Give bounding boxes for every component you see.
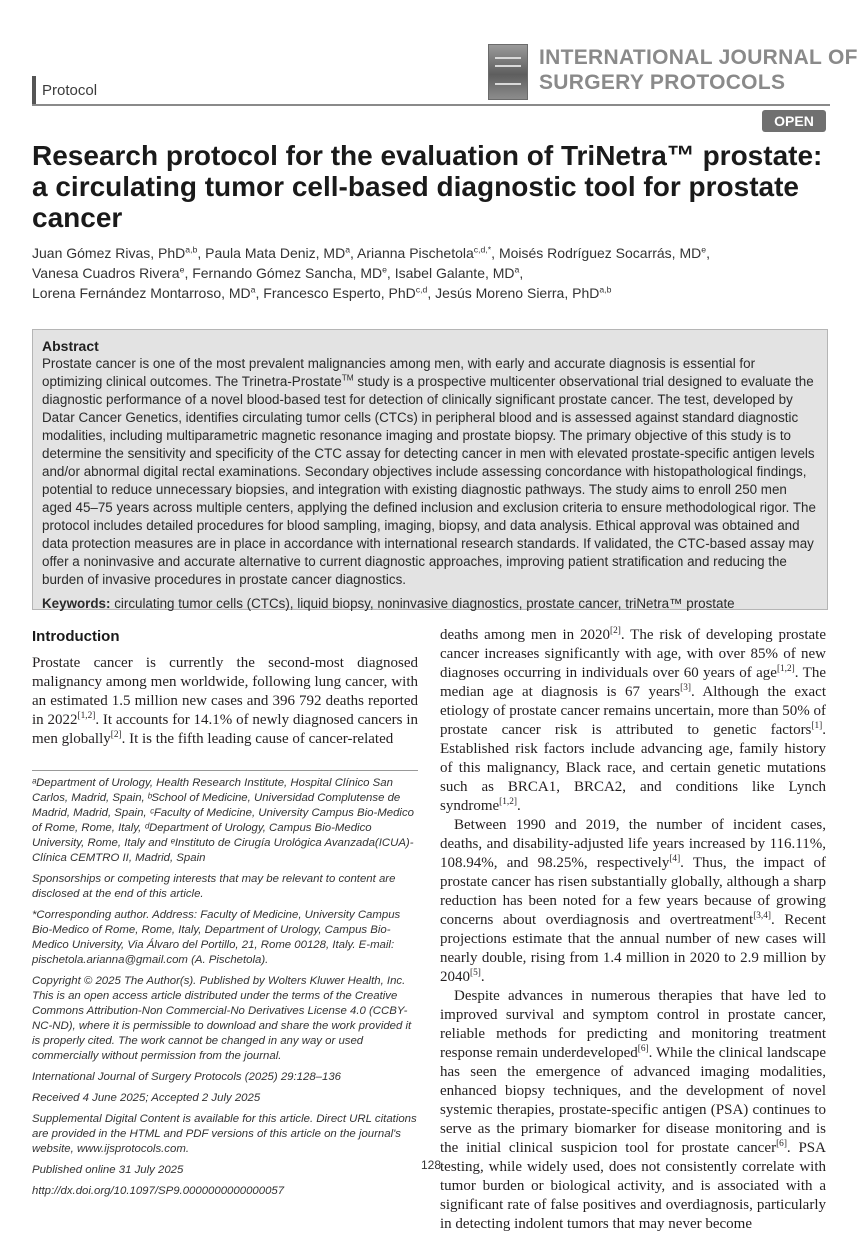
- article-title: Research protocol for the evaluation of TriNetra™ prostate: a circulating tumor cell-based diagnostic tool for prostate cancer: [32, 140, 823, 233]
- published-date: Published online 31 July 2025: [32, 1164, 184, 1176]
- affiliation-marker: a: [345, 244, 351, 255]
- journal-name-line1: INTERNATIONAL JOURNAL OF: [539, 46, 858, 69]
- text-run: Between 1990 and 2019, the number of incident cases, deaths, and disability-adjusted life years increased by 116.11%, 108.94%, and 98.25%, respectively: [440, 817, 826, 871]
- keywords-text: circulating tumor cells (CTCs), liquid biopsy, noninvasive diagnostics, prostate cancer, triNetra™ prostate: [110, 596, 735, 611]
- abstract-text: [42, 355, 819, 589]
- author: Jesús Moreno Sierra, PhD: [435, 285, 600, 301]
- text-run: .: [517, 798, 521, 814]
- affiliation-marker: c,d,*: [473, 244, 492, 255]
- text-run: . The risk of developing prostate cancer increases significantly with age, with over 85% of new diagnoses occurring in individuals over 60 years of age: [440, 627, 826, 681]
- introduction-heading: Introduction: [32, 628, 120, 645]
- text-run: . It accounts for 14.1% of newly diagnosed cancers in men globally: [32, 712, 418, 747]
- body-paragraph: [440, 987, 826, 1234]
- journal-citation: International Journal of Surgery Protocols (2025) 29:128–136: [32, 1071, 342, 1083]
- citation-ref: [6]: [776, 1139, 787, 1149]
- citation-ref: [2]: [110, 730, 122, 740]
- author: Francesco Esperto, PhD: [263, 285, 416, 301]
- text-run: . Established risk factors include advancing age, family history of this malignancy, Black race, and certain genetic mutations such as BRCA1, BRCA2, and conditions like Lynch syndrome: [440, 722, 826, 814]
- citation-ref: [3,4]: [753, 911, 772, 921]
- affiliation-marker: a,b: [185, 244, 198, 255]
- abstract-box: [32, 329, 828, 610]
- text-run: Prostate cancer is currently the second-most diagnosed malignancy among men worldwide, following lung cancer, with an estimated 1.5 million new cases and 396 792 deaths reported in 2022: [32, 655, 418, 728]
- author: Juan Gómez Rivas, PhD: [32, 245, 186, 261]
- text-run: . While the clinical landscape has seen the emergence of advanced imaging modalities, enhanced biopsy techniques, and the development of novel systemic therapies, prostate-specific antigen (PSA) continues to serve as the primary biomarker for disease monitoring and is the initial clinical suspicion tool for prostate cancer: [440, 1045, 826, 1156]
- left-column: [32, 628, 418, 1205]
- body-paragraph: [440, 816, 826, 987]
- author: Isabel Galante, MD: [394, 265, 515, 281]
- citation-ref: [1,2]: [77, 711, 96, 721]
- citation-ref: [5]: [470, 968, 481, 978]
- body-paragraph: [440, 626, 826, 816]
- journal-cover-logo: [488, 44, 528, 100]
- affiliation-marker: c,d: [415, 284, 428, 295]
- abstract-text-part: Prostate cancer is one of the most prevalent malignancies among men, with early and accurate diagnosis is essential for optimizing clinical outcomes. The Trinetra-Prostate: [42, 356, 756, 389]
- affiliation-marker: a,b: [599, 284, 612, 295]
- section-divider: [32, 104, 830, 106]
- citation-ref: [2]: [610, 626, 621, 636]
- author: Fernando Gómez Sancha, MD: [192, 265, 383, 281]
- text-run: deaths among men in 2020: [440, 627, 611, 643]
- text-run: Despite advances in numerous therapies that have led to improved survival and symptom control in prostate cancer, reliable methods for predicting and monitoring treatment response remain underdeveloped: [440, 988, 826, 1061]
- affiliation-marker: e: [382, 264, 387, 275]
- author: Moisés Rodríguez Socarrás, MD: [498, 245, 702, 261]
- journal-name: [539, 45, 858, 95]
- body-paragraph: [32, 654, 418, 749]
- affiliation-marker: a: [514, 264, 520, 275]
- text-run: . The median age at diagnosis is 67 years: [440, 665, 826, 700]
- trademark-mark: TM: [341, 372, 354, 383]
- affiliation-marker: a: [250, 284, 256, 295]
- citation-ref: [4]: [669, 854, 681, 864]
- author: Paula Mata Deniz, MD: [205, 245, 346, 261]
- author: Lorena Fernández Montarroso, MD: [32, 285, 251, 301]
- author: Arianna Pischetola: [357, 245, 474, 261]
- text-run: . Recent projections estimate that the annual number of new cases will nearly double, rising from 1.4 million in 2020 to 2.9 million by 2040: [440, 912, 826, 985]
- text-run: . It is the fifth leading cause of cancer-related: [121, 731, 394, 747]
- citation-ref: [3]: [680, 683, 691, 693]
- section-label-text: Protocol: [42, 82, 98, 99]
- citation-ref: [6]: [637, 1044, 649, 1054]
- section-label: [32, 76, 336, 104]
- copyright-note: Copyright © 2025 The Author(s). Published by Wolters Kluwer Health, Inc. This is an open access article distributed under the terms of the Creative Commons Attribution-Non Commercial-No Derivatives License 4.0 (CCBY-NC-ND), where it is permissible to download and share the work provided it is properly cited. The work cannot be changed in any way or used commercially without permission from the journal.: [32, 975, 412, 1062]
- affiliation-marker: e: [701, 244, 707, 255]
- corresponding-author-note: *Corresponding author. Address: Faculty of Medicine, University Campus Bio-Medico of Rome, Rome, Italy, Department of Urology, Campus Bio-Medico University, Via Álvaro del Portillo, 21, Rome 00128, Italy. E-mail: pischetola.arianna@gmail.com (A. Pischetola).: [32, 909, 401, 966]
- keywords-label: Keywords:: [42, 596, 111, 611]
- text-run: . Thus, the impact of prostate cancer has risen substantially globally, although a sharp reduction has been noted for a few years because of growing concerns about overdiagnosis and overtreatment: [440, 855, 826, 928]
- citation-ref: [1]: [811, 721, 823, 731]
- abstract-heading: Abstract: [42, 338, 99, 354]
- affiliation-marker: e: [179, 264, 185, 275]
- text-run: . PSA testing, while widely used, does not consistently correlate with tumor burden or biological activity, and is associated with a significant rate of false positives and overdiagnosis, particularly in detecting indolent tumors that may never become: [440, 1140, 826, 1232]
- author-list: Juan Gómez Rivas, PhD$^{a,b}$, Paula Mata Deniz, $MD^a$, Arianna Pischetola$^{c,d,*}$, Moisés Rodríguez Socarrás, MDe, Vanesa Cuadros Rivera$^e$, Fernando Gómez Sancha, MDe, Isabel Galante, $MD^a$, Lorena Fernández Montarroso, $MD^a$, Francesco Esperto, PhD$^{c,d}$, Jesús Moreno Sierra, PhD$^{a,b}$: [32, 244, 710, 301]
- doi-link[interactable]: http://dx.doi.org/10.1097/SP9.0000000000000057: [32, 1185, 285, 1197]
- text-run: . Although the exact etiology of prostate cancer remains uncertain, more than 50% of prostate cancer risk is attributed to genetic factors: [440, 684, 826, 738]
- open-access-badge: OPEN: [762, 110, 826, 132]
- text-run: .: [480, 969, 485, 985]
- citation-ref: [1,2]: [499, 797, 517, 807]
- received-accepted-dates: Received 4 June 2025; Accepted 2 July 2025: [32, 1092, 261, 1104]
- affiliations-footnote: ᵃDepartment of Urology, Health Research Institute, Hospital Clínico San Carlos, Madrid, Spain, ᵇSchool of Medicine, Universidad Complutense de Madrid, Madrid, Spain, ᶜFaculty of Medicine, University Campus Bio-Medico of Rome, Rome, Italy, ᵈDepartment of Urology, Campus Bio-Medico University, Rome, Italy and ᵉInstituto de Cirugía Urológica Avanzada(ICUA)- Clínica CEMTRO II, Madrid, Spain: [32, 777, 414, 864]
- journal-name-line2: SURGERY PROTOCOLS: [539, 71, 786, 94]
- right-column: [440, 626, 826, 1234]
- supplemental-note: Supplemental Digital Content is available for this article. Direct URL citations are provided in the HTML and PDF versions of this article on the journal's website, www.ijsprotocols.com.: [32, 1113, 417, 1155]
- keywords: [42, 595, 819, 613]
- citation-ref: [1,2]: [776, 664, 795, 674]
- sponsorship-note: Sponsorships or competing interests that may be relevant to content are disclosed at the end of this article.: [32, 873, 396, 900]
- page-number: 128: [420, 1158, 442, 1172]
- abstract-text-part: study is a prospective multicenter observational trial designed to evaluate the diagnostic performance of a novel blood-based test for detection of clinically significant prostate cancer. The test, developed by Datar Cancer Genetics, identifies circulating tumor cells (CTCs) in peripheral blood and is assessed against standard diagnostic modalities, including multiparametric magnetic resonance imaging and prostate biopsy. The primary objective of this study is to determine the sensitivity and specificity of the CTC assay for detecting cancer in men with elevated prostate-specific antigen levels and/or abnormal digital rectal examinations. Secondary objectives include assessing concordance with histopathological findings, potential to reduce unnecessary biopsies, and integration with existing diagnostic pathways. The study aims to enroll 250 men aged 45–75 years across multiple centers, applying the defined inclusion and exclusion criteria to ensure methodological rigor. The protocol includes detailed procedures for blood sampling, imaging, biopsy, and data analysis. Ethical approval was obtained and data protection measures are in place in accordance with international research standards. If validated, the CTC-based assay may offer a noninvasive and accurate alternative to current diagnostic approaches, improving patient stratification and reducing the burden of invasive procedures in prostate cancer diagnostics.: [42, 374, 816, 587]
- footnote-divider: [32, 770, 418, 771]
- author: Vanesa Cuadros Rivera: [32, 265, 180, 281]
